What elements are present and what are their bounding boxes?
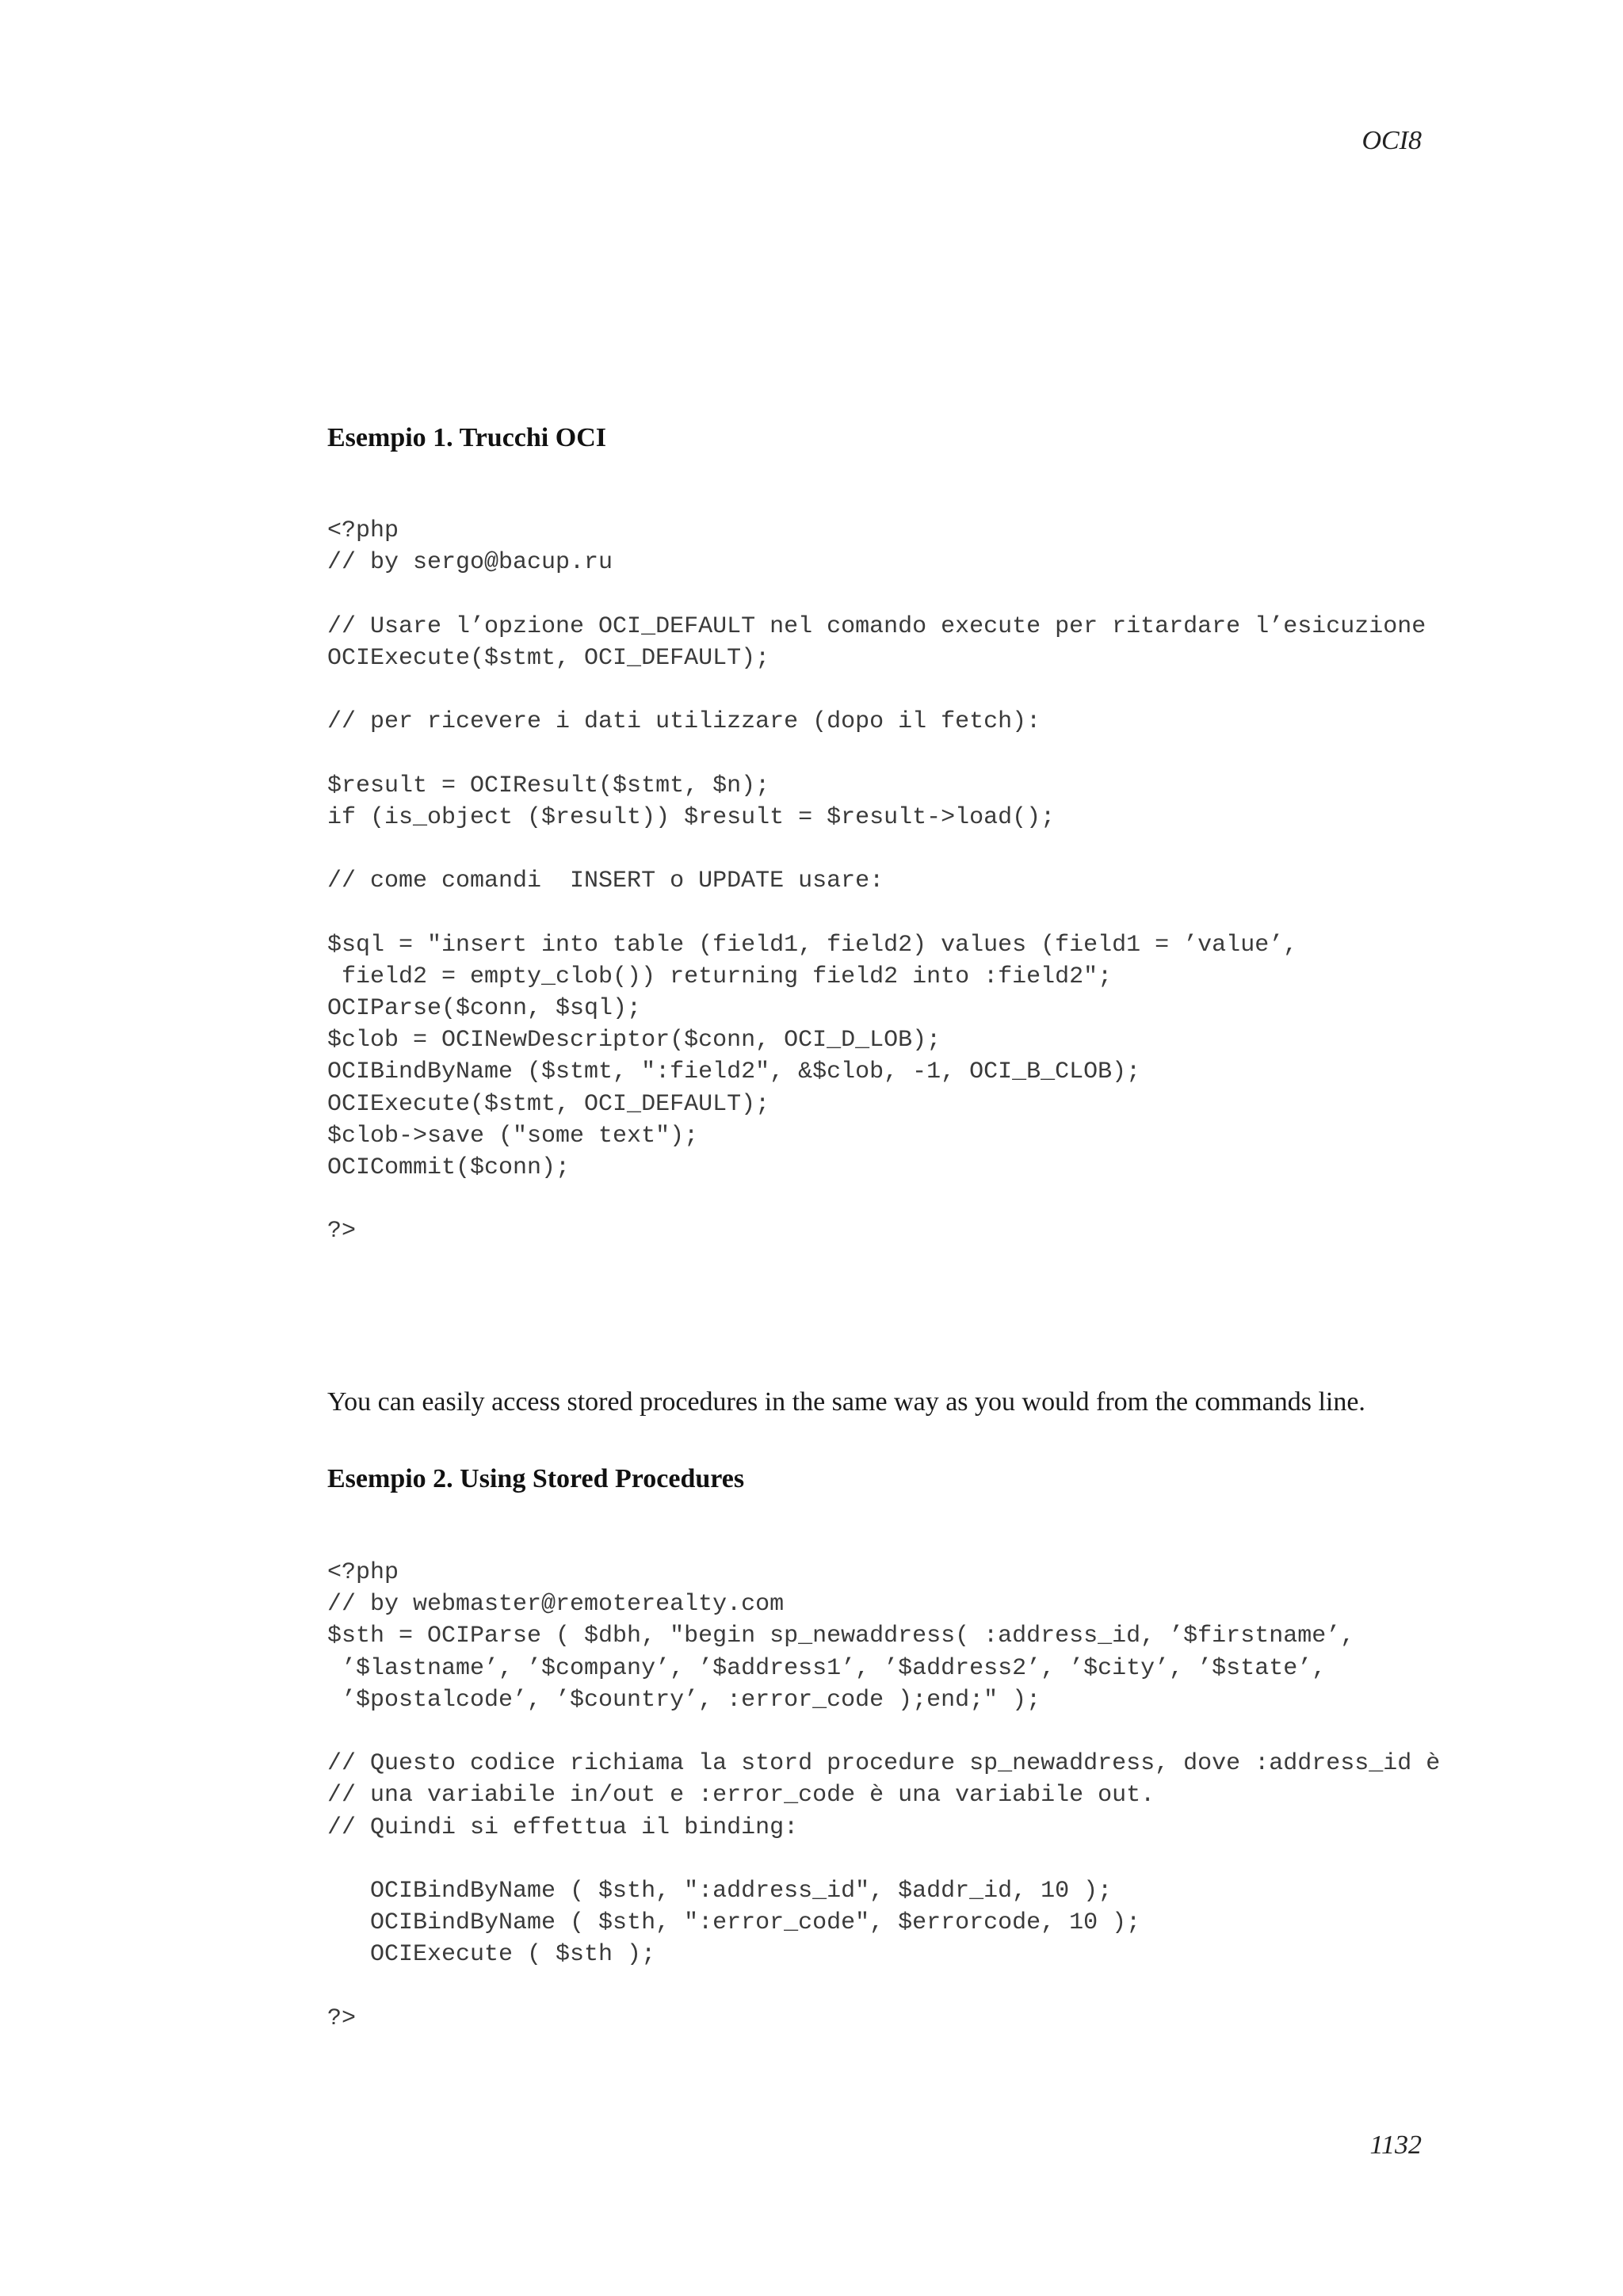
- page-number: 1132: [1369, 2130, 1422, 2160]
- running-header-title: OCI8: [1361, 126, 1422, 155]
- example-1-code-block: <?php // by sergo@bacup.ru // Usare l’opzione OCI_DEFAULT nel comando execute per ritardare l’esicuzione OCIExecute($stmt, OCI_DEFAULT); // per ricevere i dati utilizzare (dopo il fetch): $result = OCIResult($stmt, $n); if (is_object ($result)) $result = $result->load(); // come comandi INSERT o UPDATE usare: $sql = "insert into table (field1, field2) values (field1 = ’value’, field2 = empty_clob()) returning field2 into :field2"; OCIParse($conn, $sql); $clob = OCINewDescriptor($conn, OCI_D_LOB); OCIBindByName ($stmt, ":field2", &$clob, -1, OCI_B_CLOB); OCIExecute($stmt, OCI_DEFAULT); $clob->save ("some text"); OCICommit($conn); ?>: [327, 517, 1426, 1245]
- example-1-heading: Esempio 1. Trucchi OCI: [327, 423, 606, 452]
- stored-procedures-intro-paragraph: You can easily access stored procedures in the same way as you would from the commands line.: [327, 1387, 1365, 1417]
- example-2-heading: Esempio 2. Using Stored Procedures: [327, 1464, 745, 1493]
- example-2-code-block: <?php // by webmaster@remoterealty.com $sth = OCIParse ( $dbh, "begin sp_newaddress( :address_id, ’$firstname’, ’$lastname’, ’$company’, ’$address1’, ’$address2’, ’$city’, ’$state’, ’$postalcode’, ’$country’, :error_code );end;" ); // Questo codice richiama la stord procedure sp_newaddress, dove :address_id è // una variabile in/out e :error_code è una variabile out. // Quindi si effettua il binding: OCIBindByName ( $sth, ":address_id", $addr_id, 10 ); OCIBindByName ( $sth, ":error_code", $errorcode, 10 ); OCIExecute ( $sth ); ?>: [327, 1559, 1441, 2032]
